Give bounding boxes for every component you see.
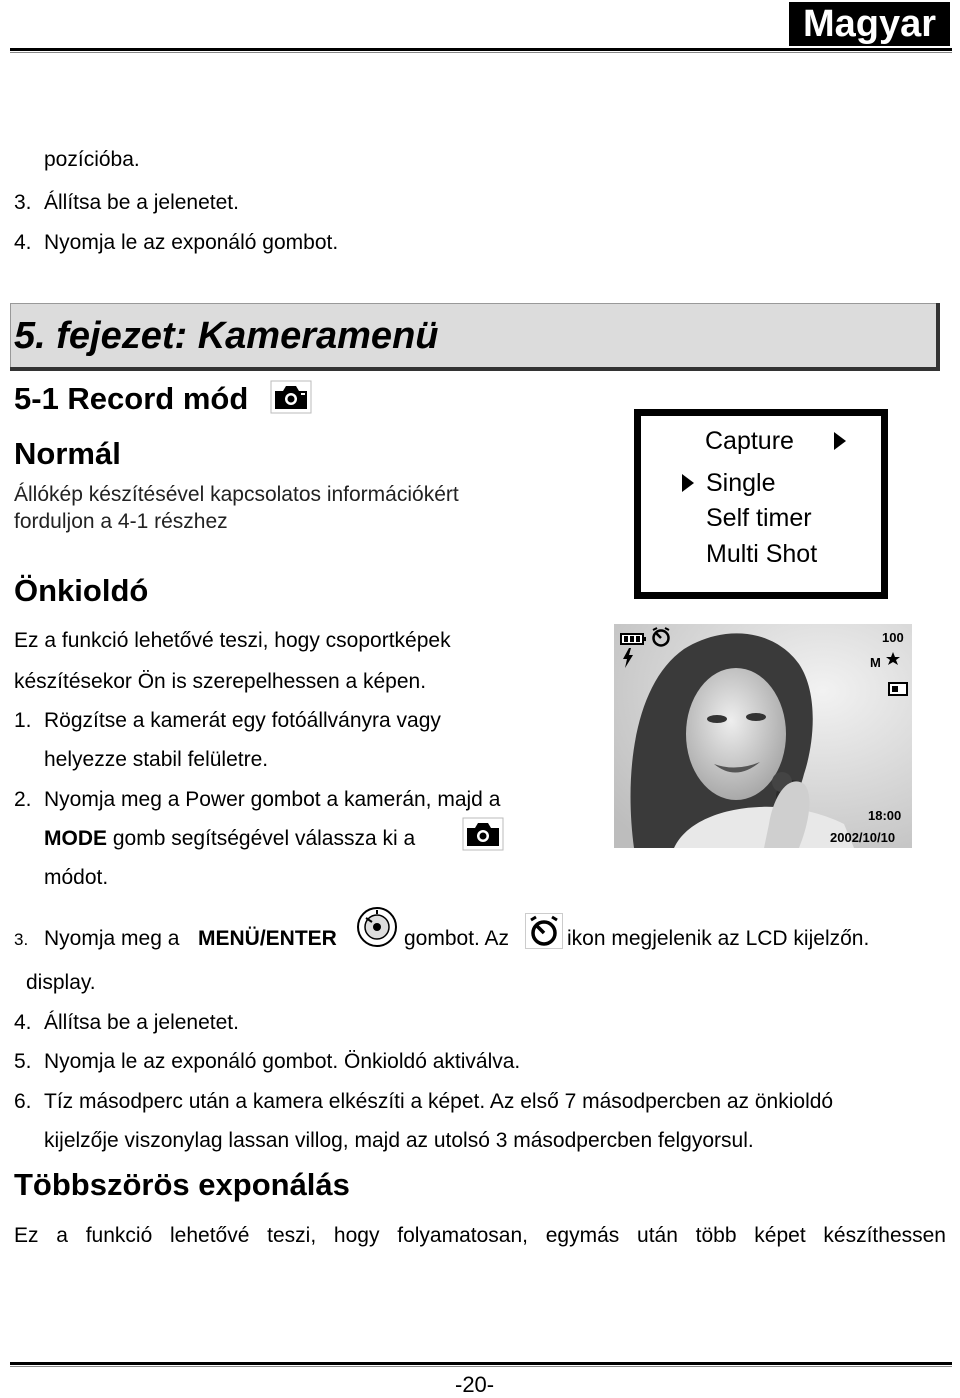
normal-desc-line2: forduljon a 4-1 részhez — [14, 510, 228, 533]
step2-line3: módot. — [44, 866, 109, 889]
memory-card-icon — [888, 682, 908, 701]
flash-icon — [622, 648, 634, 673]
self-timer-desc-line1: Ez a funkció lehetővé teszi, hogy csoportképek — [14, 629, 451, 652]
normal-desc-line1: Állókép készítésével kapcsolatos információkért — [14, 483, 459, 506]
multi-shot-heading: Többszörös exponálás — [14, 1167, 350, 1202]
step2-line2-rest: gomb segítségével válassza ki a — [112, 827, 416, 850]
menu-item-multi-shot: Multi Shot — [706, 540, 818, 568]
self-timer-heading: Önkioldó — [14, 573, 149, 608]
step3-post: ikon megjelenik az LCD kijelzőn. — [567, 927, 870, 950]
step6-number: 6. — [14, 1090, 32, 1113]
header-divider-shadow — [10, 52, 952, 53]
intro-item-3-text: Állítsa be a jelenetet. — [44, 191, 239, 214]
intro-item-3-number: 3. — [14, 191, 32, 214]
step3-mid: gombot. Az — [404, 927, 510, 950]
step5-text: Nyomja le az exponáló gombot. Önkioldó aktiválva. — [44, 1050, 521, 1073]
intro-item-4-number: 4. — [14, 231, 32, 254]
footer-divider-shadow — [10, 1366, 952, 1367]
normal-heading: Normál — [14, 436, 121, 471]
menu-item-self-timer: Self timer — [706, 504, 812, 532]
step1-line2: helyezze stabil felületre. — [44, 748, 269, 771]
lcd-preview-photo — [614, 624, 912, 848]
menu-header-label: Capture — [705, 427, 794, 455]
multi-shot-desc: Ez a funkció lehetővé teszi, hogy folyamatosan, egymás után több képet készíthessen — [14, 1224, 946, 1247]
page-number: -20- — [455, 1372, 495, 1397]
record-mode-heading: 5-1 Record mód — [14, 381, 249, 416]
menu-enter-button-icon — [356, 906, 398, 953]
step3-pre: Nyomja meg a — [44, 927, 180, 950]
step4-text: Állítsa be a jelenetet. — [44, 1011, 239, 1034]
self-timer-icon — [650, 627, 672, 652]
footer-divider — [10, 1362, 952, 1365]
mode-button-name: MODE — [44, 827, 107, 850]
lcd-time: 18:00 — [868, 808, 902, 823]
camera-icon — [270, 380, 312, 414]
language-badge: Magyar — [789, 2, 950, 46]
intro-continuation: pozícióba. — [44, 148, 140, 171]
step6-line1: Tíz másodperc után a kamera elkészíti a képet. Az első 7 másodpercben az önkioldó — [44, 1090, 834, 1113]
step2-line2 — [44, 827, 415, 851]
step2-line1: Nyomja meg a Power gombot a kamerán, majd a — [44, 788, 501, 811]
step4-number: 4. — [14, 1011, 32, 1034]
lcd-date: 2002/10/10 — [830, 830, 896, 845]
step1-line1: Rögzítse a kamerát egy fotóállványra vagy — [44, 709, 441, 732]
header-divider — [10, 48, 952, 51]
camera-mode-icon — [462, 817, 504, 851]
menu-item-single: Single — [706, 469, 776, 497]
intro-item-4-text: Nyomja le az exponáló gombot. — [44, 231, 339, 254]
shots-remaining: 100 — [882, 630, 904, 645]
menu-header-arrow-icon — [833, 431, 847, 456]
step5-number: 5. — [14, 1050, 32, 1073]
step3-number: 3. — [14, 930, 29, 949]
menu-enter-button-name: MENÜ/ENTER — [198, 927, 337, 950]
image-size: M — [870, 655, 881, 670]
step2-number: 2. — [14, 788, 32, 811]
quality-icon — [886, 652, 900, 673]
step6-line2: kijelzője viszonylag lassan villog, majd az utolsó 3 másodpercben felgyorsul. — [44, 1129, 754, 1152]
display-word: display. — [26, 971, 96, 994]
self-timer-inline-icon — [525, 913, 563, 954]
selection-arrow-icon — [681, 473, 695, 498]
step1-number: 1. — [14, 709, 32, 732]
self-timer-desc-line2: készítésekor Ön is szerepelhessen a képen. — [14, 670, 427, 693]
capture-menu-screen — [634, 409, 888, 599]
chapter-title: 5. fejezet: Kameramenü — [14, 315, 439, 357]
